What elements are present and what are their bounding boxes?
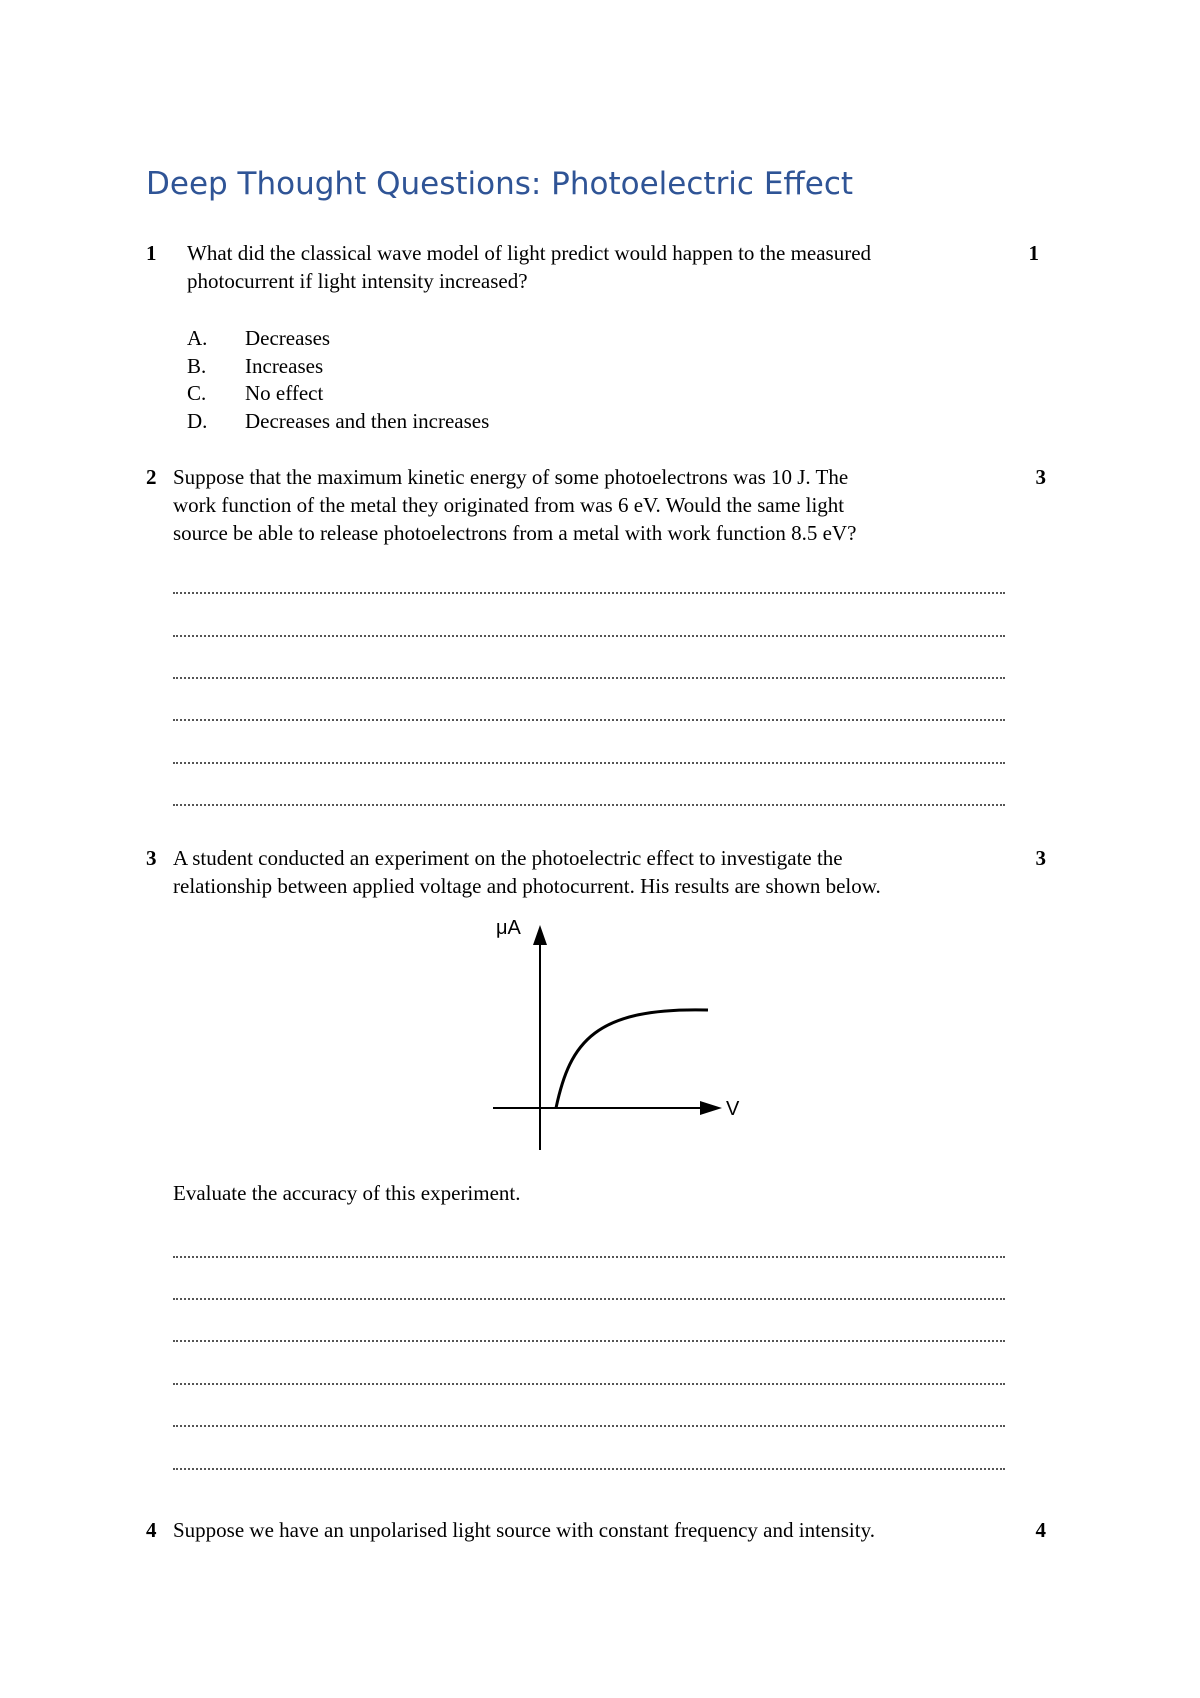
question-number: 4 <box>146 1518 157 1542</box>
answer-line[interactable] <box>173 1298 1005 1300</box>
answer-line[interactable] <box>173 1383 1005 1385</box>
answer-option-d <box>187 407 489 435</box>
answer-line[interactable] <box>173 762 1005 764</box>
option-text: Increases <box>245 354 324 378</box>
x-axis-label: V <box>726 1098 740 1120</box>
answer-line[interactable] <box>173 719 1005 721</box>
question-text-line: Suppose that the maximum kinetic energy of some photoelectrons was 10 J. The <box>173 465 849 489</box>
question-number: 2 <box>146 465 157 489</box>
option-letter: B. <box>187 354 207 378</box>
page-title: Deep Thought Questions: Photoelectric Effect <box>146 166 854 202</box>
answer-line[interactable] <box>173 677 1005 679</box>
answer-line[interactable] <box>173 1425 1005 1427</box>
answer-line[interactable] <box>173 804 1005 806</box>
question-text-line: work function of the metal they originated from was 6 eV. Would the same light <box>173 493 845 517</box>
question-marks: 4 <box>1035 1518 1046 1542</box>
question-text-line: A student conducted an experiment on the photoelectric effect to investigate the <box>173 846 843 870</box>
question-text-line: What did the classical wave model of light predict would happen to the measured <box>187 241 872 265</box>
answer-line[interactable] <box>173 592 1005 594</box>
question-marks: 1 <box>1028 241 1039 265</box>
question-text-line: photocurrent if light intensity increased? <box>187 269 528 293</box>
answer-line[interactable] <box>173 635 1005 637</box>
option-text: No effect <box>245 381 324 405</box>
option-text: Decreases <box>245 326 331 350</box>
question-number: 1 <box>146 241 157 265</box>
answer-line[interactable] <box>173 1468 1005 1470</box>
option-letter: D. <box>187 409 208 433</box>
question-marks: 3 <box>1035 465 1046 489</box>
question-marks: 3 <box>1035 846 1046 870</box>
answer-option-c <box>187 379 323 407</box>
question-text-line: relationship between applied voltage and photocurrent. His results are shown below. <box>173 874 881 898</box>
y-axis-arrow-icon <box>533 925 547 945</box>
question-text-line: source be able to release photoelectrons from a metal with work function 8.5 eV? <box>173 521 857 545</box>
question-text-line: Suppose we have an unpolarised light source with constant frequency and intensity. <box>173 1518 875 1542</box>
option-letter: C. <box>187 381 207 405</box>
y-axis-label: μA <box>496 917 521 939</box>
option-text: Decreases and then increases <box>245 409 490 433</box>
current-voltage-graph <box>480 912 750 1157</box>
question-prompt: Evaluate the accuracy of this experiment. <box>173 1181 521 1205</box>
question-number: 3 <box>146 846 157 870</box>
answer-option-b <box>187 352 323 380</box>
photocurrent-curve <box>556 1010 708 1108</box>
x-axis-arrow-icon <box>700 1101 722 1115</box>
answer-line[interactable] <box>173 1256 1005 1258</box>
answer-option-a <box>187 324 330 352</box>
option-letter: A. <box>187 326 208 350</box>
answer-line[interactable] <box>173 1340 1005 1342</box>
